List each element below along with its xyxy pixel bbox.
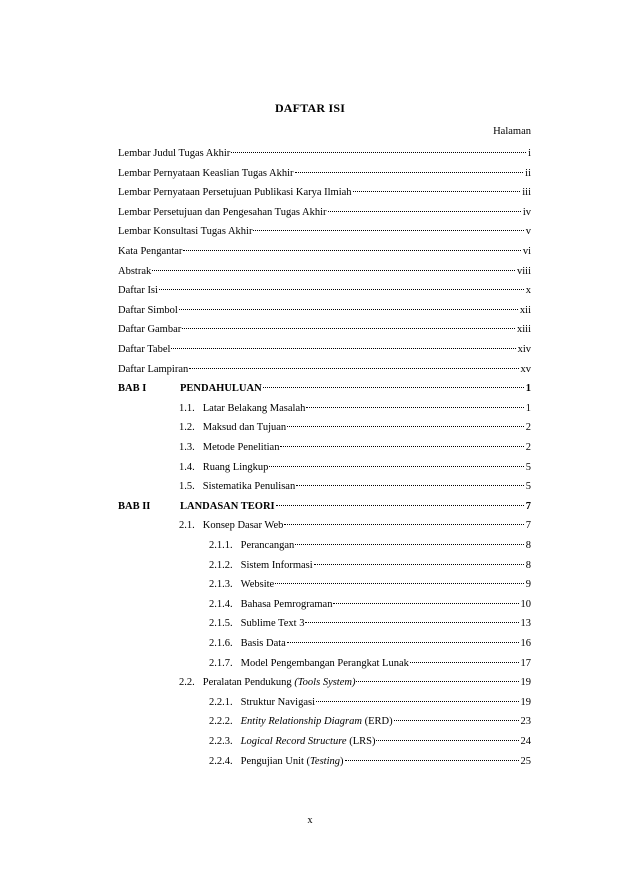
toc-entry-title-text: Latar Belakang Masalah <box>202 403 306 414</box>
toc-entry-title-text: Perancangan <box>240 540 295 551</box>
section-number: 2.2. <box>179 677 195 688</box>
toc-page-number: 5 <box>525 481 531 492</box>
toc-entry-title-italic: Logical Record Structure <box>240 736 347 747</box>
section-number: 2.1.5. <box>209 618 233 629</box>
dot-leader <box>356 681 518 682</box>
toc-entry-title-text: (ERD) <box>364 716 393 727</box>
toc-entry-title-text: Daftar Gambar <box>118 324 182 335</box>
toc-entry-title-text: Kata Pengantar <box>118 246 183 257</box>
toc-entry-title <box>203 441 280 455</box>
toc-entry-title <box>241 715 393 729</box>
toc-entry[interactable] <box>179 421 531 435</box>
toc-entry-title-text: Pengujian Unit ( <box>240 756 311 767</box>
section-number: 2.1.4. <box>209 599 233 610</box>
toc-entry-title-text: Maksud dan Tujuan <box>202 422 287 433</box>
dot-leader <box>253 230 523 231</box>
toc-page-number: 1 <box>525 403 531 414</box>
dot-leader <box>182 328 515 329</box>
toc-entry[interactable] <box>118 323 531 337</box>
dot-leader <box>183 250 520 251</box>
dot-leader <box>328 211 521 212</box>
section-number: 2.1.6. <box>209 638 233 649</box>
toc-entry-title-text: Lembar Pernyataan Persetujuan Publikasi Karya Ilmiah <box>118 187 352 198</box>
toc-page-number: 8 <box>525 560 531 571</box>
toc-entry-title <box>203 676 356 690</box>
dot-leader <box>276 505 524 506</box>
toc-page-number: 13 <box>520 618 531 629</box>
dot-leader <box>287 642 519 643</box>
toc-entry-title-after: ) <box>340 756 344 767</box>
toc-entry[interactable] <box>209 539 531 553</box>
toc-entry-title <box>118 186 352 200</box>
toc-entry-title-text: Sistem Informasi <box>240 560 313 571</box>
toc-page-number: 17 <box>520 658 531 669</box>
section-number: 1.5. <box>179 481 195 492</box>
dot-leader <box>353 191 521 192</box>
toc-entry-title <box>241 539 295 553</box>
toc-entry-title-text: Daftar Lampiran <box>118 364 189 375</box>
toc-entry-title-text: LANDASAN TEORI <box>180 501 275 512</box>
toc-entry-title-text: Model Pengembangan Perangkat Lunak <box>240 658 409 669</box>
toc-page-number: i <box>528 148 531 159</box>
toc-entry-title <box>241 559 313 573</box>
toc-page-number: viii <box>516 266 531 277</box>
toc-entry[interactable] <box>118 343 531 357</box>
section-number: 2.1.3. <box>209 579 233 590</box>
toc-entry[interactable] <box>118 304 531 318</box>
toc-entry-title <box>241 657 409 671</box>
toc-entry[interactable] <box>118 245 531 259</box>
toc-page-number: 23 <box>520 716 531 727</box>
toc-entry-title-text: Lembar Konsultasi Tugas Akhir <box>118 226 253 237</box>
toc-entry-title <box>118 265 151 279</box>
dot-leader <box>410 662 519 663</box>
toc-entry[interactable] <box>118 147 531 161</box>
toc-entry-title-text: Abstrak <box>118 266 152 277</box>
dot-leader <box>284 524 523 525</box>
halaman-label: Halaman <box>493 126 531 137</box>
toc-entry[interactable] <box>179 461 531 475</box>
toc-page-number: x <box>525 285 531 296</box>
toc-entry-title-text: Daftar Simbol <box>118 305 178 316</box>
toc-entry[interactable] <box>209 578 531 592</box>
toc-entry[interactable] <box>209 696 531 710</box>
dot-leader <box>376 740 518 741</box>
toc-page-number: 24 <box>520 736 531 747</box>
toc-entry[interactable] <box>179 480 531 494</box>
toc-entry-title-text: Struktur Navigasi <box>240 697 315 708</box>
toc-page-number: xv <box>520 364 531 375</box>
toc-entry-title <box>118 284 158 298</box>
toc-page-number: 16 <box>520 638 531 649</box>
toc-entry-title-text: Konsep Dasar Web <box>202 520 284 531</box>
toc-entry[interactable] <box>209 559 531 573</box>
toc-page-number: v <box>525 226 531 237</box>
toc-entry-title <box>241 696 315 710</box>
section-number: 2.2.4. <box>209 756 233 767</box>
toc-page-number: 2 <box>525 442 531 453</box>
toc-page-number: 19 <box>520 677 531 688</box>
toc-entry-title <box>241 735 376 749</box>
toc-entry-title <box>118 343 170 357</box>
toc-page-number: 8 <box>525 540 531 551</box>
dot-leader <box>295 544 523 545</box>
toc-entry-title <box>241 637 286 651</box>
dot-leader <box>287 426 524 427</box>
toc-entry[interactable] <box>179 676 531 690</box>
dot-leader <box>306 407 523 408</box>
toc-entry-title <box>241 617 305 631</box>
dot-leader <box>394 720 519 721</box>
toc-entry-title <box>241 578 275 592</box>
toc-entry[interactable] <box>118 284 531 298</box>
toc-page-number: iv <box>522 207 531 218</box>
dot-leader <box>305 622 518 623</box>
toc-entry-title <box>118 147 230 161</box>
toc-entry-title-text: Sistematika Penulisan <box>202 481 296 492</box>
toc-entry-title <box>203 402 306 416</box>
toc-entry-title-italic: Testing <box>310 756 341 767</box>
toc-page-number: 2 <box>525 422 531 433</box>
toc-entry-title-text: Basis Data <box>240 638 286 649</box>
section-number: 1.4. <box>179 462 195 473</box>
toc-entry-title <box>203 461 269 475</box>
toc-entry[interactable] <box>209 715 531 729</box>
dot-leader <box>280 446 523 447</box>
toc-entry[interactable] <box>118 167 531 181</box>
toc-entry-title-italic: Entity Relationship Diagram <box>240 716 362 727</box>
dot-leader <box>263 387 524 388</box>
toc-entry-title-text: Metode Penelitian <box>202 442 280 453</box>
dot-leader <box>179 309 518 310</box>
dot-leader <box>345 760 519 761</box>
toc-entry[interactable] <box>118 363 531 377</box>
toc-entry-title-text: Daftar Isi <box>118 285 158 296</box>
toc-page-number: xii <box>519 305 531 316</box>
toc-page-number: iii <box>522 187 531 198</box>
toc-page-number: 1 <box>525 383 531 394</box>
toc-entry[interactable] <box>209 617 531 631</box>
dot-leader <box>296 485 524 486</box>
toc-entry[interactable] <box>209 637 531 651</box>
toc-entry[interactable] <box>118 225 531 239</box>
dot-leader <box>171 348 515 349</box>
section-number: 2.2.2. <box>209 716 233 727</box>
dot-leader <box>275 583 524 584</box>
section-number: 1.2. <box>179 422 195 433</box>
toc-entry-title <box>203 421 286 435</box>
toc-entry[interactable] <box>118 265 531 279</box>
toc-entry-title <box>241 755 344 769</box>
toc-entry-title <box>118 167 294 181</box>
dot-leader <box>231 152 526 153</box>
toc-entry-title-text: Lembar Judul Tugas Akhir <box>118 148 231 159</box>
toc-entry-title-text: Lembar Pernyataan Keaslian Tugas Akhir <box>118 168 294 179</box>
toc-entry-title-text: Website <box>240 579 275 590</box>
toc-entry-title-text: Lembar Persetujuan dan Pengesahan Tugas Akhir <box>118 207 327 218</box>
toc-entry[interactable] <box>118 206 531 220</box>
dot-leader <box>159 289 524 290</box>
toc-page-number: vi <box>522 246 531 257</box>
toc-entry-title <box>118 225 252 239</box>
toc-entry-title <box>118 363 188 377</box>
toc-entry-title-text: Bahasa Pemrograman <box>240 599 333 610</box>
toc-entry[interactable] <box>209 735 531 749</box>
toc-page-number: 5 <box>525 462 531 473</box>
toc-page-number: 7 <box>525 520 531 531</box>
toc-page-number: 7 <box>525 501 531 512</box>
toc-entry[interactable] <box>179 519 531 533</box>
toc-page-number: 9 <box>525 579 531 590</box>
toc-entry[interactable] <box>209 657 531 671</box>
toc-entry-title-text: Peralatan Pendukung <box>202 677 292 688</box>
toc-entry-title <box>118 206 327 220</box>
toc-entry-title-text: Ruang Lingkup <box>202 462 269 473</box>
page-number: x <box>307 815 313 826</box>
toc-page-number: 10 <box>520 599 531 610</box>
toc-entry[interactable] <box>118 186 531 200</box>
toc-entry-title-text: PENDAHULUAN <box>180 383 262 394</box>
toc-page-number: 19 <box>520 697 531 708</box>
section-number: 2.2.3. <box>209 736 233 747</box>
toc-entry[interactable] <box>209 598 531 612</box>
toc-entry[interactable] <box>179 441 531 455</box>
toc-entry-title <box>180 382 262 396</box>
toc-entry-title <box>203 519 284 533</box>
dot-leader <box>295 172 524 173</box>
section-number: 2.2.1. <box>209 697 233 708</box>
toc-page-number: 25 <box>520 756 531 767</box>
toc-entry[interactable] <box>118 382 531 396</box>
toc-entry-title <box>241 598 333 612</box>
toc-page-number: xiv <box>517 344 531 355</box>
toc-entry-title <box>118 304 178 318</box>
dot-leader <box>189 368 518 369</box>
dot-leader <box>269 466 523 467</box>
toc-entry[interactable] <box>179 402 531 416</box>
toc-page-number: xiii <box>516 324 531 335</box>
toc-entry[interactable] <box>118 500 531 514</box>
toc-entry-title-text: Daftar Tabel <box>118 344 171 355</box>
toc-entry-title <box>118 245 182 259</box>
chapter-label: BAB I <box>118 383 147 394</box>
section-number: 2.1.1. <box>209 540 233 551</box>
section-number: 2.1.7. <box>209 658 233 669</box>
toc-entry-title-italic: (Tools System) <box>294 677 356 688</box>
toc-entry-title <box>180 500 275 514</box>
dot-leader <box>333 603 518 604</box>
section-number: 2.1. <box>179 520 195 531</box>
dot-leader <box>314 564 524 565</box>
toc-entry-title-text: (LRS) <box>349 736 376 747</box>
toc-entry-title <box>203 480 295 494</box>
toc-entry-title-text: Sublime Text 3 <box>240 618 305 629</box>
page-title: DAFTAR ISI <box>274 101 346 115</box>
chapter-label: BAB II <box>118 501 151 512</box>
toc-page-number: ii <box>525 168 531 179</box>
section-number: 1.1. <box>179 403 195 414</box>
dot-leader <box>152 270 515 271</box>
section-number: 1.3. <box>179 442 195 453</box>
toc-entry-title <box>118 323 181 337</box>
dot-leader <box>316 701 519 702</box>
toc-entry[interactable] <box>209 755 531 769</box>
section-number: 2.1.2. <box>209 560 233 571</box>
